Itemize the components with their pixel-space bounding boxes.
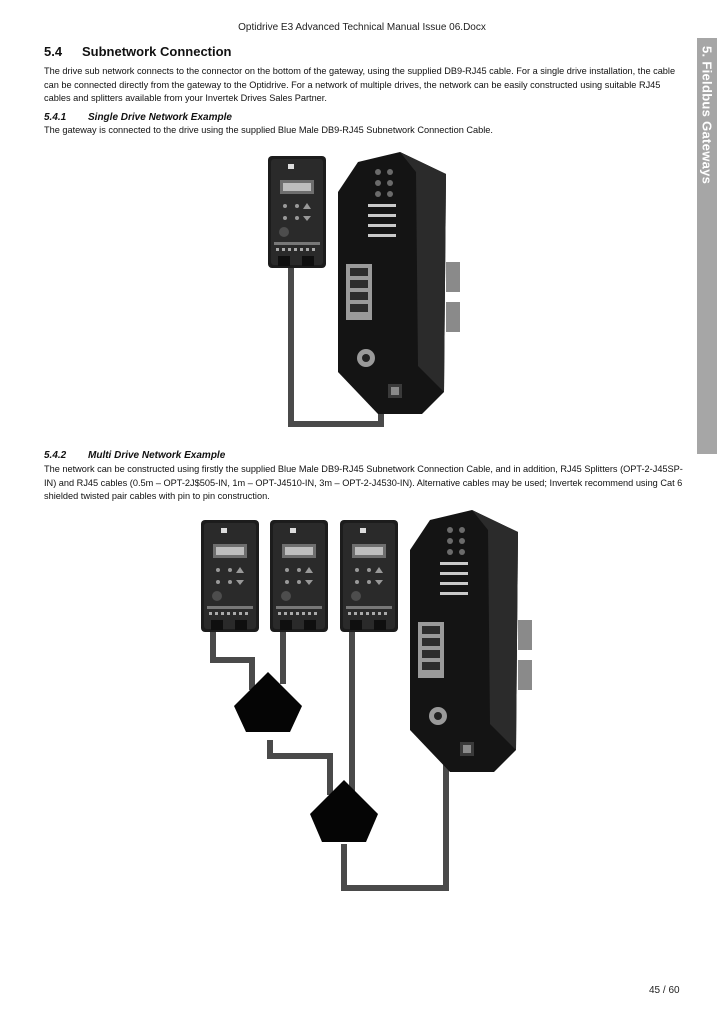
rj45-splitter-2-icon — [310, 780, 378, 842]
multi-drive-gateway-icon — [410, 510, 532, 772]
single-drive-title: Single Drive Network Example — [88, 112, 232, 123]
drive-1-optidrive-icon — [201, 520, 259, 632]
drive-2-optidrive-icon — [270, 520, 328, 632]
multi-drive-paragraph: The network can be constructed using firstly the supplied Blue Male DB9-RJ45 Subnetwork Connection Cable, and in addition, RJ45 Splitters (OPT-2-J45SP-IN) and RJ45 cables (0.5m – OPT-2J$505-IN, 1m – OPT-J4510-IN, 3m – OPT-2-J4530-IN). Alternative cables may be used; Invertek recommend using Cat 6 shielded twisted pair cables with pin to pin construction. — [44, 464, 683, 501]
single-drive-number: 5.4.1 — [44, 112, 67, 123]
single-drive-paragraph: The gateway is connected to the drive using the supplied Blue Male DB9-RJ45 Subnetwork Connection Cable. — [44, 125, 493, 135]
section-title: Subnetwork Connection — [82, 44, 232, 59]
document-header: Optidrive E3 Advanced Technical Manual Issue 06.Docx — [238, 22, 486, 33]
multi-drive-title: Multi Drive Network Example — [88, 450, 226, 461]
rj45-splitter-1-icon — [234, 672, 302, 732]
multi-drive-number: 5.4.2 — [44, 450, 67, 461]
single-drive-optidrive-icon — [268, 156, 326, 268]
page-number: 45 / 60 — [649, 985, 680, 996]
single-drive-gateway-icon — [338, 152, 460, 414]
section-number: 5.4 — [44, 44, 63, 59]
drive-3-optidrive-icon — [340, 520, 398, 632]
section-intro-paragraph: The drive sub network connects to the connector on the bottom of the gateway, using the supplied DB9-RJ45 cable. For a single drive installation, the cable can be connected directly from the gateway to the Optidrive. For a network of multiple drives, the network can be easily constructed using suitable RJ45 cables and splitters available from your Invertek Drives Sales Partner. — [44, 66, 676, 103]
chapter-side-tab-label: 5. Fieldbus Gateways — [699, 46, 715, 185]
